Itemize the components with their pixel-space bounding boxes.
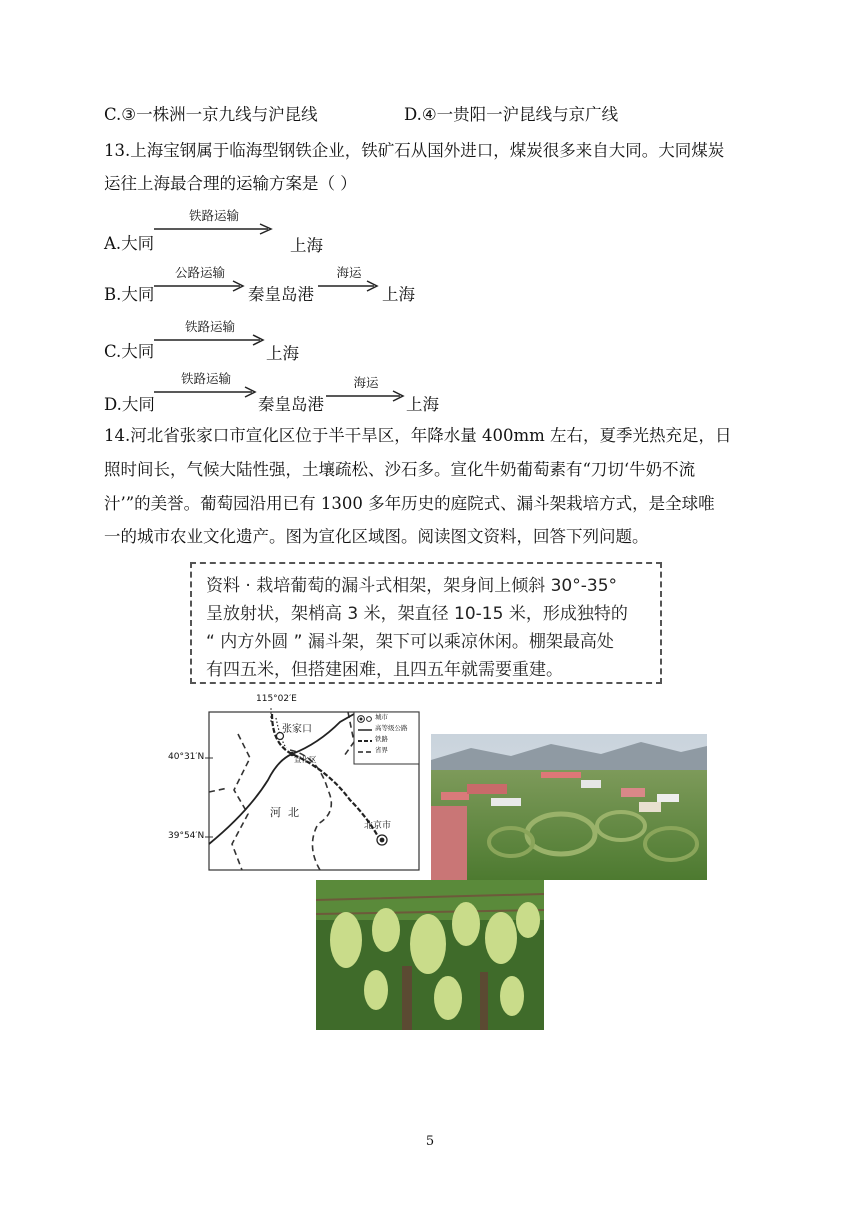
map-label-hebei: 河 北 bbox=[270, 806, 299, 819]
material-line-3: “ 内方外圆 ” 漏斗架，架下可以乘凉休闲。棚架最高处 bbox=[206, 632, 614, 652]
arrow-icon bbox=[326, 389, 406, 403]
option-a-arrow bbox=[154, 208, 274, 236]
option-d-arrow-1 bbox=[154, 371, 258, 399]
q14-stem-line-3: 汁’”的美誉。葡萄园沿用已有 1300 多年历史的庭院式、漏斗架栽培方式，是全球唯 bbox=[104, 494, 715, 513]
vineyard-aerial-photo bbox=[431, 734, 707, 880]
option-d-origin: D.大同 bbox=[104, 395, 155, 414]
map-latitude-top: 40°31′N bbox=[168, 752, 205, 762]
map-label-beijing: 北京市 bbox=[364, 821, 392, 831]
option-b-transfer-port: 秦皇岛港 bbox=[248, 285, 314, 304]
option-d-destination: 上海 bbox=[406, 395, 439, 414]
arrow-icon bbox=[154, 279, 246, 293]
option-b-destination: 上海 bbox=[382, 285, 415, 304]
option-c-arrow bbox=[154, 319, 266, 347]
material-line-4: 有四五米，但搭建困难，且四五年就需要重建。 bbox=[206, 660, 563, 680]
map-legend-highway: 高等级公路 bbox=[375, 724, 408, 732]
map-legend-railway: 铁路 bbox=[375, 735, 388, 743]
option-b-arrow-2-label: 海运 bbox=[336, 265, 362, 280]
map-legend-city: 城市 bbox=[375, 713, 388, 721]
map-label-xuanhua: 宣化区 bbox=[294, 755, 317, 764]
arrow-icon bbox=[154, 222, 274, 236]
q12-option-c: C.③一株洲一京九线与沪昆线 bbox=[104, 105, 318, 124]
option-c-arrow-label: 铁路运输 bbox=[184, 319, 235, 334]
material-box bbox=[190, 562, 662, 684]
option-c-destination: 上海 bbox=[266, 344, 299, 363]
q12-option-d: D.④一贵阳一沪昆线与京广线 bbox=[404, 105, 619, 124]
option-d-arrow-2 bbox=[326, 375, 406, 403]
option-a-arrow-label: 铁路运输 bbox=[188, 208, 239, 223]
material-line-1: 资料 · 栽培葡萄的漏斗式相架，架身间上倾斜 30°-35° bbox=[206, 576, 618, 596]
option-d-arrow-1-label: 铁路运输 bbox=[180, 371, 231, 386]
q14-stem-line-4: 一的城市农业文化遗产。图为宣化区域图。阅读图文资料，回答下列问题。 bbox=[104, 527, 649, 546]
map-legend-province-border: 省界 bbox=[375, 746, 388, 754]
xuanhua-region-map bbox=[168, 694, 424, 874]
arrow-icon bbox=[154, 385, 258, 399]
map-latitude-bottom: 39°54′N bbox=[168, 831, 205, 841]
q14-stem-line-2: 照时间长，气候大陆性强，土壤疏松、沙石多。宣化牛奶葡萄素有“刀切‘牛奶不流 bbox=[104, 460, 696, 479]
arrow-icon bbox=[318, 279, 380, 293]
option-b-arrow-1 bbox=[154, 265, 246, 293]
option-b-origin: B.大同 bbox=[104, 285, 155, 304]
q13-stem-line-2: 运往上海最合理的运输方案是（ ） bbox=[104, 174, 357, 193]
option-a-destination: 上海 bbox=[290, 236, 323, 255]
option-b-arrow-1-label: 公路运输 bbox=[174, 265, 225, 280]
map-label-zhangjiakou: 张家口 bbox=[282, 724, 312, 735]
map-longitude-label: 115°02′E bbox=[256, 694, 297, 704]
option-b-arrow-2 bbox=[318, 265, 380, 293]
option-d-transfer-port: 秦皇岛港 bbox=[258, 395, 324, 414]
option-c-origin: C.大同 bbox=[104, 342, 155, 361]
page-number: 5 bbox=[425, 1134, 435, 1149]
grape-closeup-photo bbox=[316, 880, 544, 1030]
option-d-arrow-2-label: 海运 bbox=[353, 375, 379, 390]
arrow-icon bbox=[154, 333, 266, 347]
q14-stem-line-1: 14.河北省张家口市宣化区位于半干旱区，年降水量 400mm 左右，夏季光热充足，日 bbox=[104, 426, 732, 445]
option-a-origin: A.大同 bbox=[104, 234, 155, 253]
q13-stem-line-1: 13.上海宝钢属于临海型钢铁企业，铁矿石从国外进口，煤炭很多来自大同。大同煤炭 bbox=[104, 141, 725, 160]
material-line-2: 呈放射状，架梢高 3 米，架直径 10-15 米，形成独特的 bbox=[206, 604, 628, 624]
